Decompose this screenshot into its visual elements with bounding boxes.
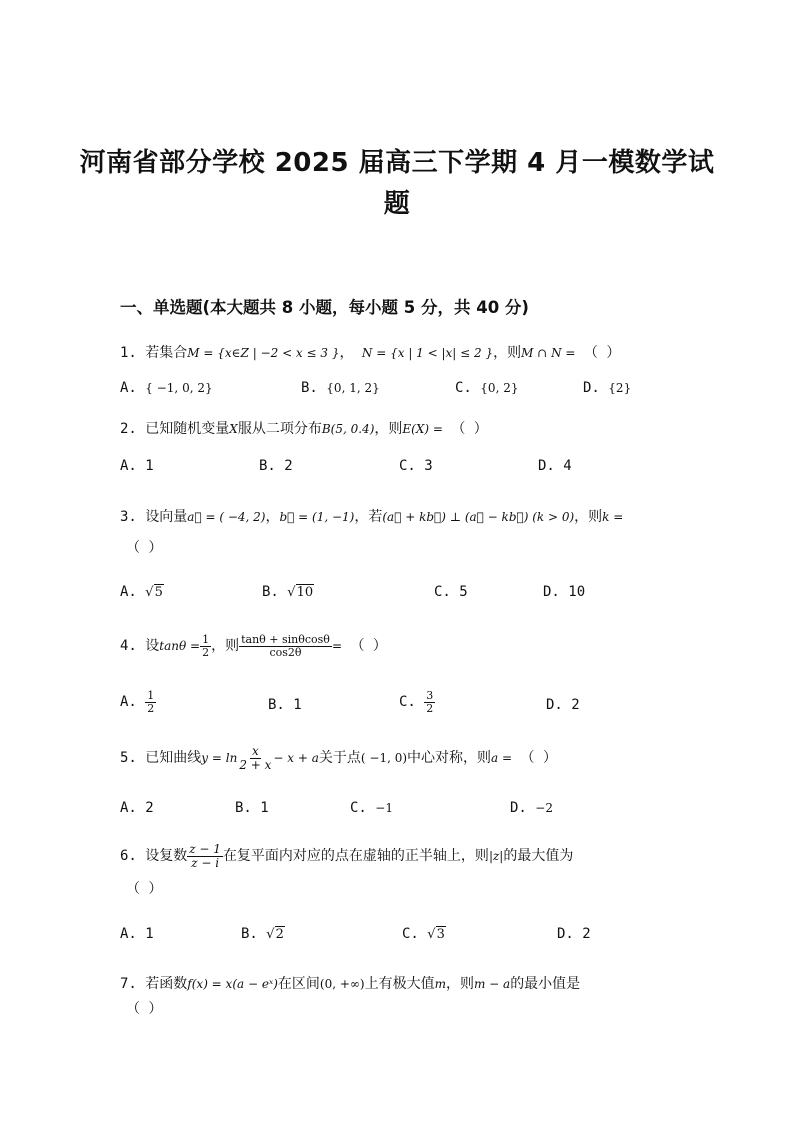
q4-option-a: A. $\frac{1}{2}$ — [120, 689, 155, 715]
math-fraction: $\frac{z - 1}{z - i}$ — [189, 842, 221, 870]
answer-blank: （ ） — [451, 421, 488, 437]
section-heading: 一、单选题(本大题共 8 小题，每小题 5 分，共 40 分) — [120, 298, 529, 317]
q6-option-d: D. 2 — [557, 926, 591, 942]
question-6: 6. 设复数 $\frac{z - 1}{z - i}$ 在复平面内对应的点在虚轴的正半轴上，则|z|的最大值为 — [120, 842, 574, 870]
question-3: 3. 设向量a⃗ = ( −4, 2)，b⃗ = (1, −1)，若(a⃗ + kb⃗) ⊥ (a⃗ − kb⃗) (k > 0)，则k = — [120, 509, 624, 525]
math-set-n: N = {x | 1 < |x| ≤ 2 } — [361, 346, 494, 360]
answer-blank: （ ） — [126, 540, 163, 556]
question-number: 5. — [120, 750, 137, 767]
q4-option-d: D. 2 — [546, 697, 580, 713]
answer-blank: （ ） — [126, 881, 163, 897]
question-number: 2. — [120, 421, 137, 437]
math-function: f(x) = x(a − eˣ) — [187, 977, 278, 991]
q5-option-c: C. −1 — [350, 800, 393, 816]
math-curve: y = ln — [201, 751, 238, 766]
math-vector-a: a⃗ = ( −4, 2) — [187, 510, 266, 524]
q5-option-b: B. 1 — [235, 800, 269, 816]
q1-option-d: D. {2} — [583, 380, 632, 396]
exam-title-line1: 河南省部分学校 2025 届高三下学期 4 月一模数学试 — [79, 148, 715, 178]
math-condition: (a⃗ + kb⃗) ⊥ (a⃗ − kb⃗) (k > 0) — [382, 510, 575, 524]
math-expression: a = — [491, 751, 513, 766]
q1-option-c: C. {0, 2} — [455, 380, 519, 396]
q2-option-b: B. 2 — [259, 458, 293, 474]
q4-option-c: C. $\frac{3}{2}$ — [399, 689, 434, 715]
math-given: tanθ = — [159, 639, 201, 654]
question-2: 2. 已知随机变量X服从二项分布B(5, 0.4)，则E(X) = （ ） — [120, 421, 488, 437]
math-fraction: $\frac{\tan\theta + \sin\theta\cos\theta}{\cos 2\theta}$ — [241, 633, 330, 659]
math-expression: |z| — [488, 849, 504, 864]
math-distribution: B(5, 0.4) — [321, 422, 375, 436]
q3-option-b: B. √10 — [262, 584, 314, 600]
q1-option-a: A. { −1, 0, 2} — [120, 380, 213, 396]
question-number: 6. — [120, 848, 137, 865]
question-number: 1. — [120, 345, 137, 361]
math-interval: (0, +∞) — [319, 977, 365, 991]
q5-option-d: D. −2 — [510, 800, 553, 816]
math-point: ( −1, 0) — [360, 751, 408, 766]
exam-title-line2: 题 — [383, 189, 411, 219]
math-expression: m − a — [473, 977, 511, 991]
math-fraction: $\frac{1}{2}$ — [202, 633, 210, 659]
q2-option-d: D. 4 — [538, 458, 572, 474]
answer-blank: （ ） — [350, 638, 387, 655]
question-text: 若集合 — [145, 345, 188, 361]
q3-option-c: C. 5 — [434, 584, 468, 600]
question-number: 4. — [120, 638, 137, 655]
q3-option-d: D. 10 — [543, 584, 586, 600]
math-set-m: M = {x∈Z | −2 < x ≤ 3 } — [187, 346, 340, 360]
question-7: 7. 若函数f(x) = x(a − eˣ)在区间(0, +∞)上有极大值m，则m − a的最小值是 — [120, 976, 581, 992]
math-variable: X — [229, 422, 238, 436]
q2-option-a: A. 1 — [120, 458, 154, 474]
q3-option-a: A. √5 — [120, 584, 163, 600]
math-vector-b: b⃗ = (1, −1) — [279, 510, 355, 524]
q6-option-b: B. √2 — [241, 926, 284, 942]
q5-option-a: A. 2 — [120, 800, 154, 816]
question-4: 4. 设tanθ = $\frac{1}{2}$ ，则 $\frac{\tan\theta + \sin\theta\cos\theta}{\cos 2\theta}$ = （ ） — [120, 633, 387, 659]
answer-blank: （ ） — [583, 345, 621, 361]
q6-option-c: C. √3 — [402, 926, 445, 942]
q2-option-c: C. 3 — [399, 458, 433, 474]
question-5: 5. 已知曲线y = ln $\frac{x}{2 + x}$ − x + a关于点( −1, 0)中心对称，则a = （ ） — [120, 744, 557, 772]
answer-blank: （ ） — [126, 1001, 163, 1017]
math-expression: M ∩ N = — [521, 346, 576, 360]
answer-blank: （ ） — [520, 750, 557, 767]
question-number: 7. — [120, 976, 137, 992]
question-number: 3. — [120, 509, 137, 525]
q1-option-b: B. {0, 1, 2} — [301, 380, 380, 396]
math-expression: E(X) = — [402, 422, 443, 436]
question-1: 1. 若集合M = {x∈Z | −2 < x ≤ 3 }， N = {x | 1 < |x| ≤ 2 }，则M ∩ N = （ ） — [120, 345, 621, 361]
math-expression: k = — [602, 510, 624, 524]
q6-option-a: A. 1 — [120, 926, 154, 942]
q4-option-b: B. 1 — [268, 697, 302, 713]
